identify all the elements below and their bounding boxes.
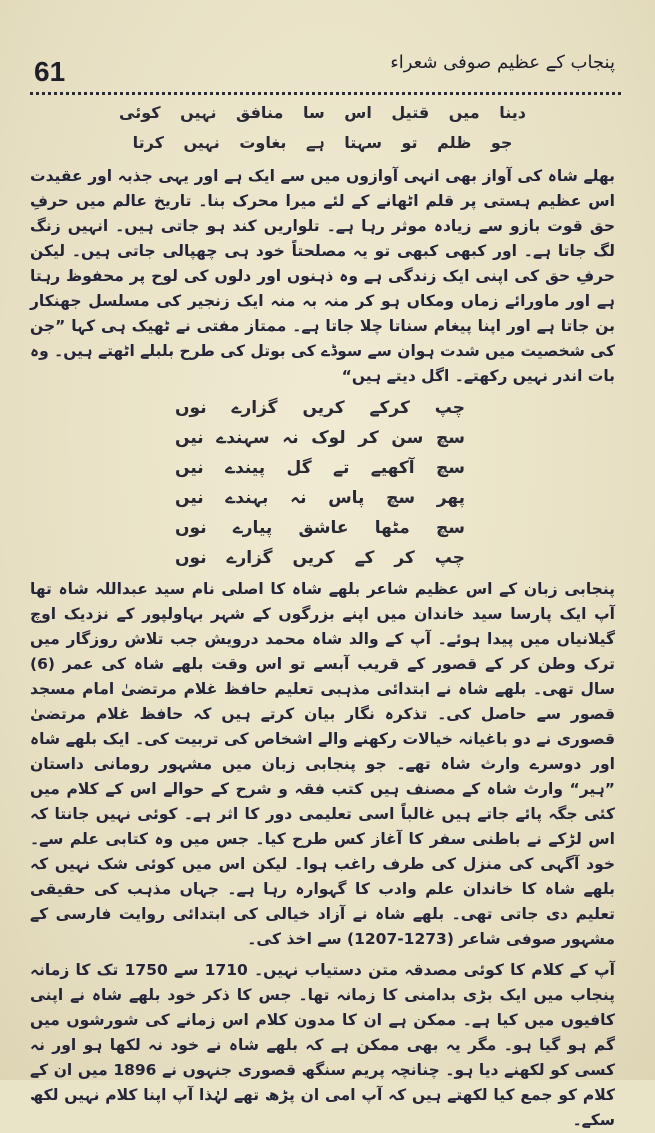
poem-word: پاس	[328, 488, 365, 508]
poem-word: تے	[333, 458, 350, 478]
poem	[30, 393, 615, 573]
running-title: پنجاب کے عظیم صوفی شعراء	[390, 52, 615, 73]
poem-line	[175, 543, 465, 573]
poem-word: کریں	[302, 398, 345, 418]
poem-word: چپ	[434, 548, 465, 568]
poem-word: کر	[358, 428, 379, 448]
poem-line	[175, 423, 465, 453]
poem-word: کر	[394, 548, 415, 568]
poem-word: پیندے	[225, 458, 266, 478]
poem-word: کرکے	[369, 398, 410, 418]
poem-word: چپ	[434, 398, 465, 418]
poem-word: سچ	[386, 488, 416, 508]
page-header	[34, 52, 615, 88]
verse-line: دینا میں قتیل اس سا منافق نہیں کوئی	[119, 103, 526, 122]
poem-word: نوں	[175, 518, 207, 538]
header-divider	[30, 92, 621, 95]
poem-word: سن	[391, 428, 424, 448]
poem-word: سہندے	[216, 428, 270, 448]
poem-word: نیں	[175, 458, 204, 478]
poem-line	[175, 513, 465, 543]
poem-line	[175, 483, 465, 513]
page-body	[30, 100, 615, 1133]
poem-word: لوک	[311, 428, 346, 448]
poem-word: کے	[354, 548, 375, 568]
poem-word: بہندے	[225, 488, 269, 508]
poem-word: گزارے	[231, 398, 278, 418]
poem-word: گزارے	[226, 548, 273, 568]
poem-word: نہ	[282, 428, 299, 448]
poem-word: کریں	[292, 548, 335, 568]
paragraph: بھلے شاہ کی آواز بھی انہی آوازوں میں سے ایک ہے اور یہی جذبہ اور عقیدت اس عظیم ہستی پر قلم اٹھانے کے لئے میرا محرک بنا۔ تاریخ عالم میں حرفِ حق قوت بازو سے زیادہ موثر رہا ہے۔ تلواریں کند ہو جاتی ہیں۔ انہیں زنگ لگ جاتا ہے۔ اور کبھی کبھی تو یہ مصلحتاً خود ہی چھپالی جاتی ہیں۔ لیکن حرفِ حق کی اپنی ایک زندگی ہے وہ ذہنوں اور دلوں کی لوح پر محفوظ رہتا ہے اور ماورائے زماں ومکاں ہو کر منہ بہ منہ ایک زنجیر کی مسلسل جھنکار بن جاتا ہے اور اپنا پیغام سناتا چلا جاتا ہے۔ ممتاز مفتی نے ٹھیک ہی کہا ”جن کی شخصیت میں شدت ہوان سے سوڈے کی بوتل کی طرح بلبلے اٹھتے ہیں۔ وہ بات اندر نہیں رکھتے۔ اگل دیتے ہیں“	[30, 167, 615, 385]
poem-word: پیارے	[232, 518, 273, 538]
poem-line	[175, 393, 465, 423]
poem-word: نوں	[175, 548, 207, 568]
poem-line	[175, 453, 465, 483]
poem-word: سچ	[436, 458, 465, 478]
paragraph: آپ کے کلام کا کوئی مصدقہ متن دستیاب نہیں۔ 1710 سے 1750 تک کا زمانہ پنجاب میں ایک بڑی بدامنی کا زمانہ تھا۔ جس کا ذکر خود بلھے شاہ نے اپنی کافیوں میں کیا ہے۔ ممکن ہے ان کا مدون کلام اس زمانے کی شورشوں میں گم ہو گیا ہو۔ مگر یہ بھی ممکن ہے کہ بلھے شاہ نے خود نہ لکھا ہو اور نہ کسی کو لکھنے دیا ہو۔ چنانچہ پریم سنگھ قصوری جنہوں نے 1896 میں ان کے کلام کو جمع کیا لکھتے ہیں کہ آپ امی ان پڑھ تھے لہٰذا آپ اپنا کلام نہیں لکھ سکے۔	[30, 961, 615, 1129]
poem-word: عاشق	[298, 518, 349, 538]
poem-word: پھر	[436, 488, 465, 508]
poem-word: سچ	[436, 518, 465, 538]
poem-word: مٹھا	[374, 518, 410, 538]
paragraph: پنجابی زبان کے اس عظیم شاعر بلھے شاہ کا اصلی نام سید عبداللہ شاہ تھا آپ ایک پارسا سید خاندان میں اپنے بزرگوں کے شہر بہاولپور کے نزدیک اوچ گیلانیاں میں پیدا ہوئے۔ آپ کے والد شاہ محمد درویش جب تلاش روزگار میں ترک وطن کر کے قصور کے قریب آبسے تو اس وقت بلھے شاہ کی عمر (6) سال تھی۔ بلھے شاہ نے ابتدائی مذہبی تعلیم حافظ غلام مرتضیٰ امام مسجد قصور سے حاصل کی۔ تذکرہ نگار بیان کرتے ہیں کہ حافظ غلام مرتضیٰ قصوری نے دو باغیانہ خیالات رکھنے والے اشخاص کی تربیت کی۔ ایک بلھے شاہ اور دوسرے وارث شاہ تھے۔ جو پنجابی زبان میں مشہور رومانی داستان ”ہیر“ وارث شاہ کے مصنف ہیں کتب فقہ و شرح کے حوالے اس کے کلام میں کئی جگہ پائے جاتے ہیں غالباً اسی تعلیمی دور کا اثر ہے۔ کوئی نہیں جانتا کہ اس لڑکے نے باطنی سفر کا آغاز کس طرح کیا۔ جس میں وہ کتابی علم سے۔ خود آگہی کی منزل کی طرف راغب ہوا۔ لیکن اس میں کوئی شک نہیں کہ بلھے شاہ کا خاندان علم وادب کا گہوارہ رہا ہے۔ جہاں مذہب کی حقیقی تعلیم دی جاتی تھی۔ بلھے شاہ نے آزاد خیالی کی ابتدائی روایت فارسی کے مشہور صوفی شاعر (1273-1207) سے اخذ کی۔	[30, 580, 615, 948]
verse-line: جو ظلم تو سہتا ہے بغاوت نہیں کرتا	[132, 133, 513, 152]
page-number: 61	[34, 56, 66, 87]
poem-word: نوں	[175, 398, 207, 418]
poem-word: گل	[286, 458, 312, 478]
poem-word: نہ	[290, 488, 307, 508]
poem-word: سچ	[436, 428, 465, 448]
poem-word: نیں	[175, 428, 204, 448]
poem-word: آکھیے	[370, 458, 415, 478]
poem-word: نیں	[175, 488, 204, 508]
